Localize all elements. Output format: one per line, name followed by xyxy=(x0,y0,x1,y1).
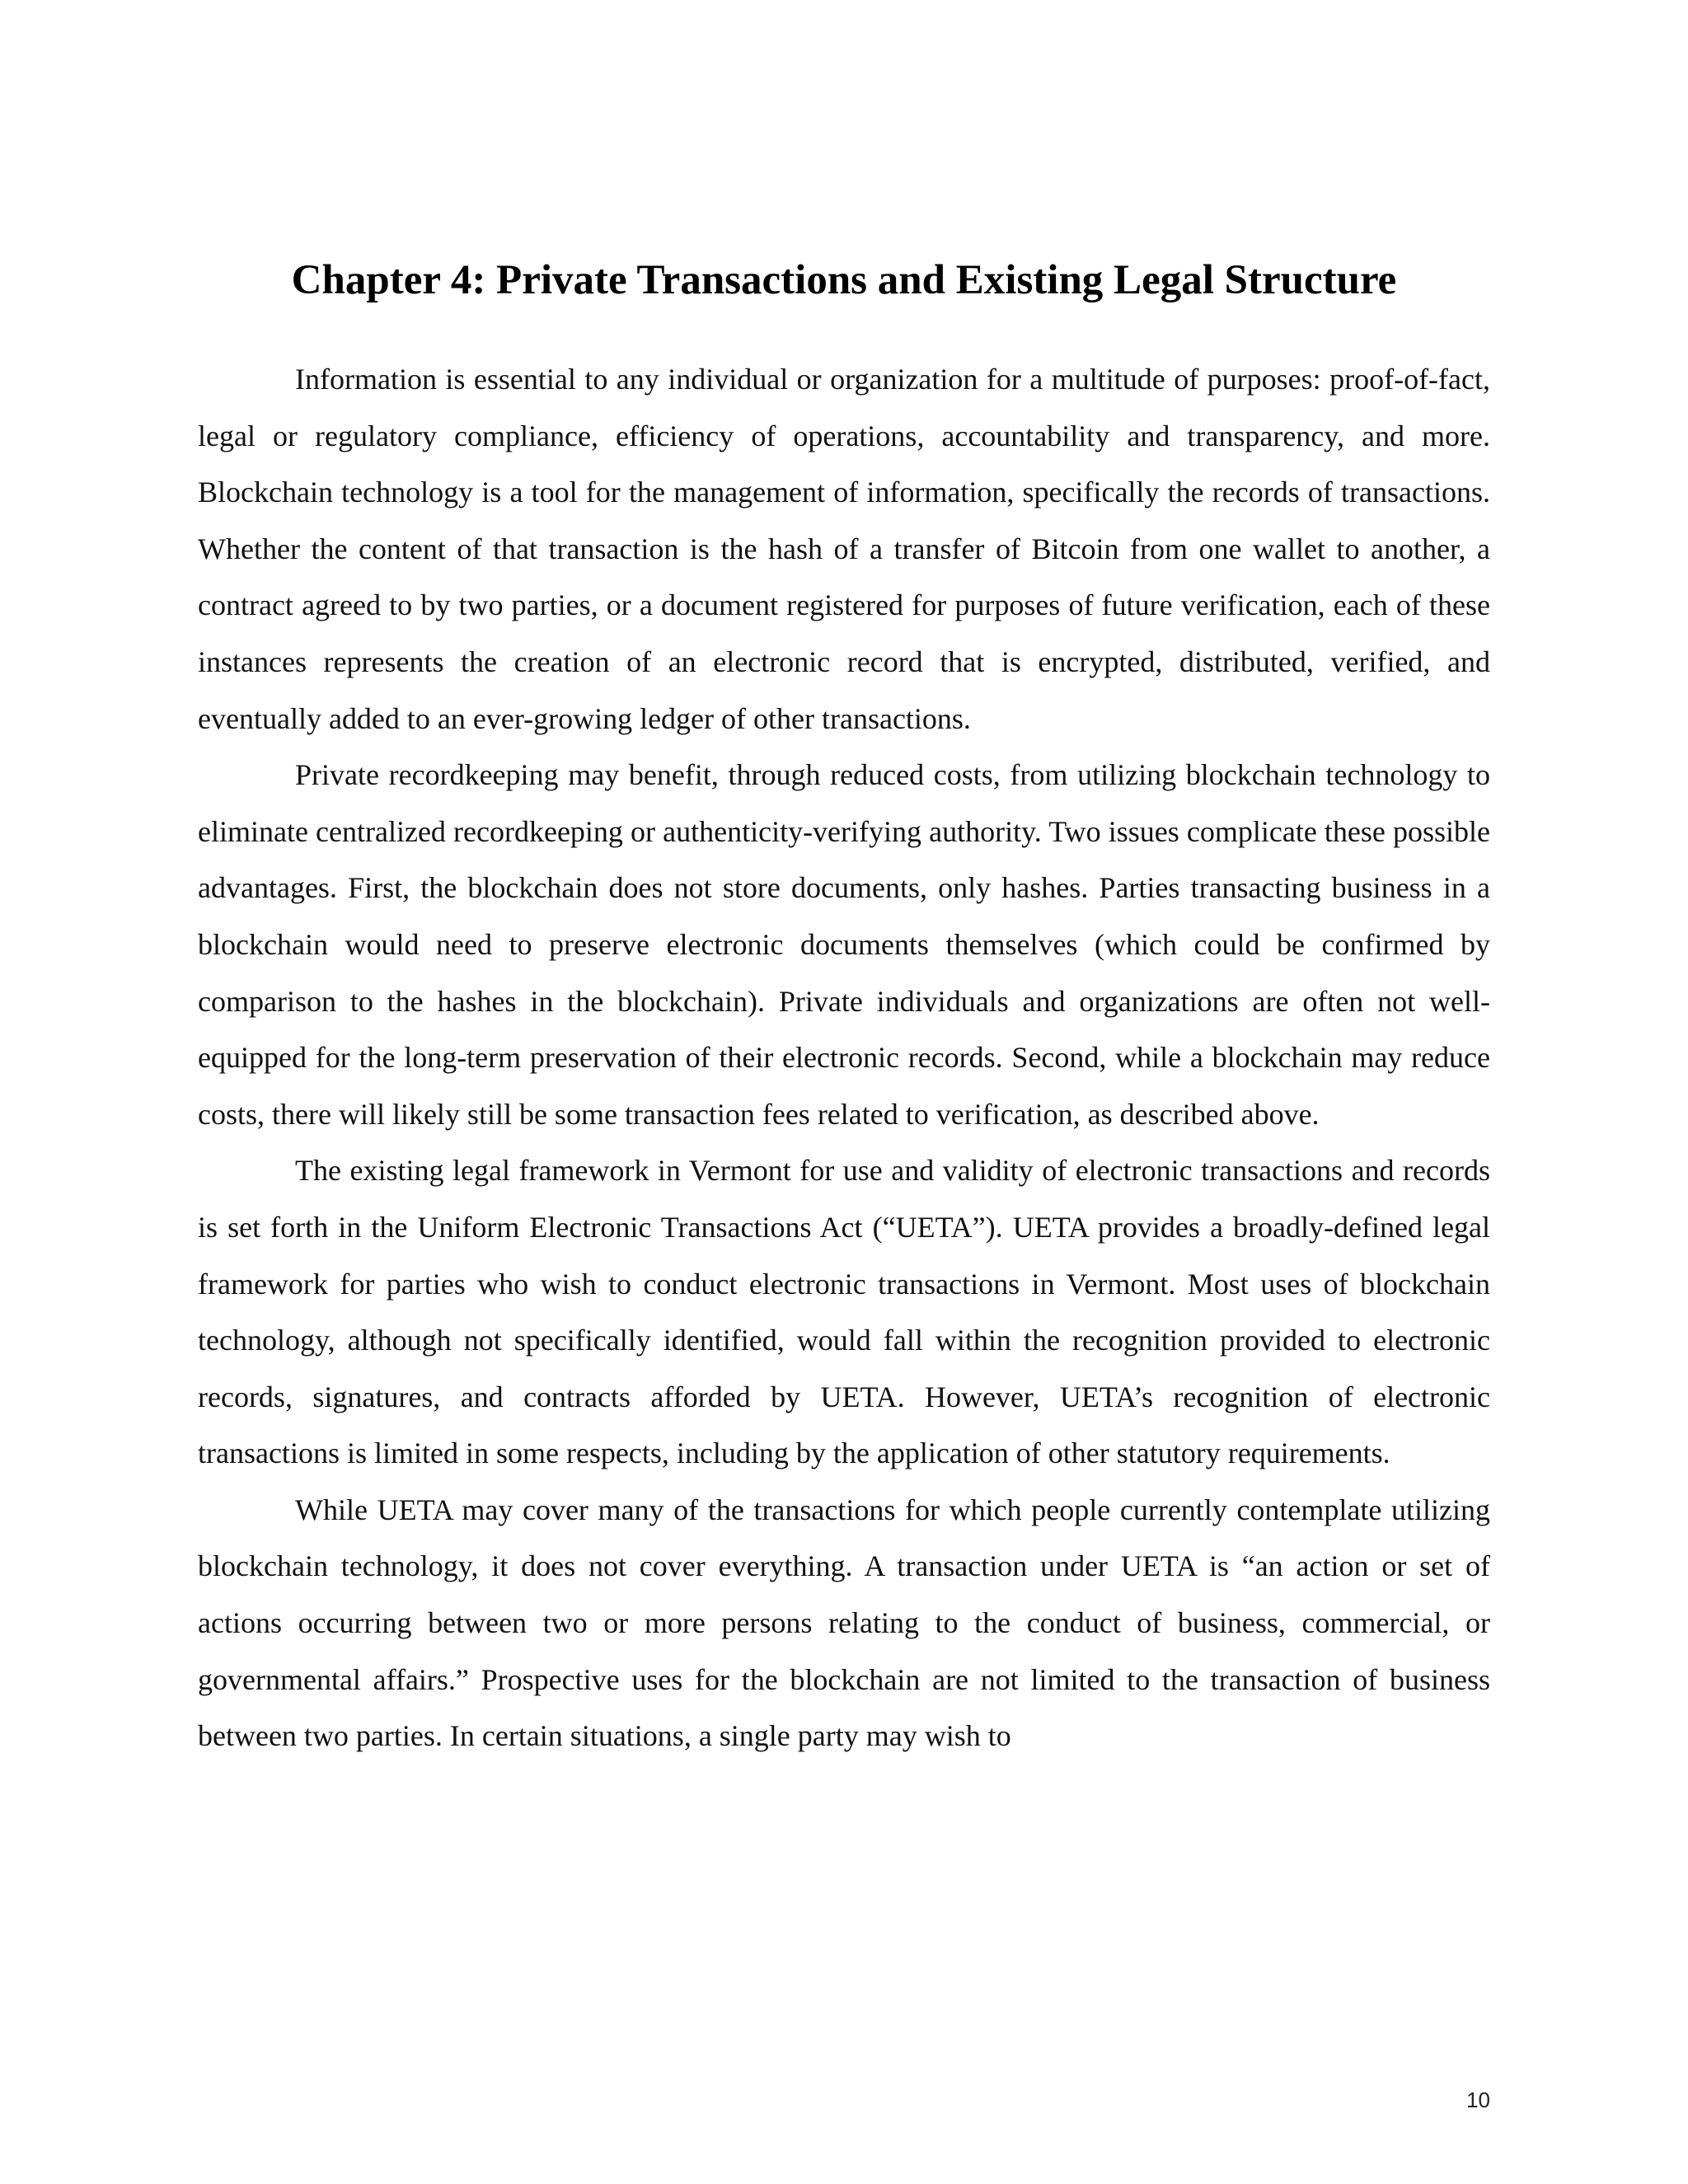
body-text xyxy=(198,351,1490,1765)
paragraph-1: Information is essential to any individual or organization for a multitude of purposes: proof-of-fact, legal or regulatory compliance, efficiency of operations, accountability and transparency, and more. Blockchain technology is a tool for the management of information, specifically the records of transactions. Whether the content of that transaction is the hash of a transfer of Bitcoin from one wallet to another, a contract agreed to by two parties, or a document registered for purposes of future verification, each of these instances represents the creation of an electronic record that is encrypted, distributed, verified, and eventually added to an ever-growing ledger of other transactions. xyxy=(198,363,1490,735)
paragraph-3: The existing legal framework in Vermont for use and validity of electronic transactions and records is set forth in the Uniform Electronic Transactions Act (“UETA”). UETA provides a broadly-defined legal framework for parties who wish to conduct electronic transactions in Vermont. Most uses of blockchain technology, although not specifically identified, would fall within the recognition provided to electronic records, signatures, and contracts afforded by UETA. However, UETA’s recognition of electronic transactions is limited in some respects, including by the application of other statutory requirements. xyxy=(198,1154,1490,1470)
chapter-title: Chapter 4: Private Transactions and Existing Legal Structure xyxy=(291,257,1397,303)
page-number: 10 xyxy=(1466,2088,1490,2112)
paragraph-4: While UETA may cover many of the transactions for which people currently contemplate utilizing blockchain technology, it does not cover everything. A transaction under UETA is “an action or set of actions occurring between two or more persons relating to the conduct of business, commercial, or governmental affairs.” Prospective uses for the blockchain are not limited to the transaction of business between two parties. In certain situations, a single party may wish to xyxy=(198,1493,1490,1753)
paragraph-2: Private recordkeeping may benefit, through reduced costs, from utilizing blockchain technology to eliminate centralized recordkeeping or authenticity-verifying authority. Two issues complicate these possible advantages. First, the blockchain does not store documents, only hashes. Parties transacting business in a blockchain would need to preserve electronic documents themselves (which could be confirmed by comparison to the hashes in the blockchain). Private individuals and organizations are often not well-equipped for the long-term preservation of their electronic records. Second, while a blockchain may reduce costs, there will likely still be some transaction fees related to verification, as described above. xyxy=(198,758,1490,1131)
